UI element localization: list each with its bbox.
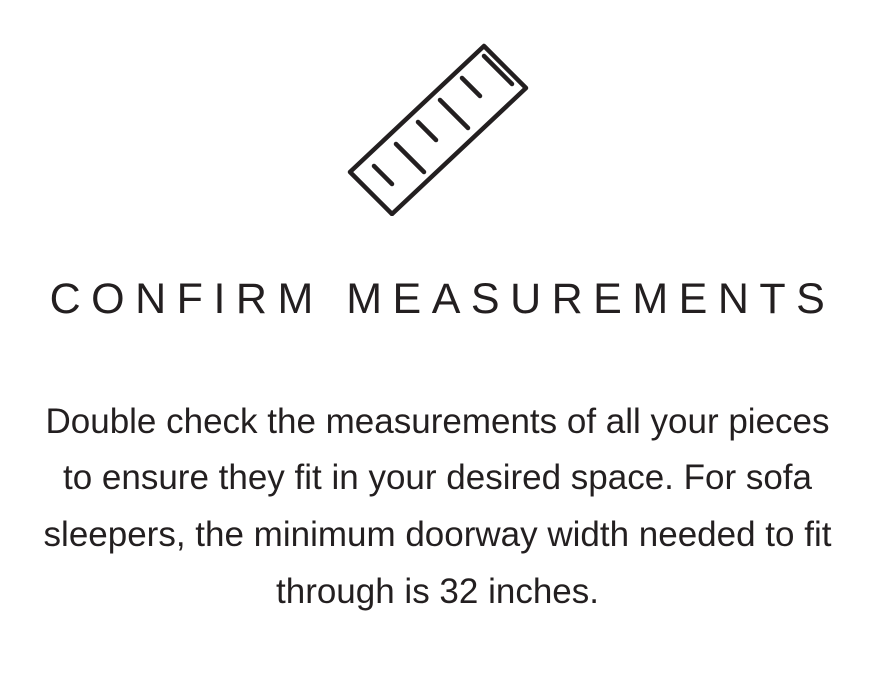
ruler-icon [338, 36, 538, 216]
body-text: Double check the measurements of all your pieces to ensure they fit in your desired space. For sofa sleepers, the minimum doorway width needed to fit through is 32 inches. [43, 401, 832, 611]
page-title: CONFIRM MEASUREMENTS [49, 275, 836, 323]
icon-container [308, 26, 568, 226]
